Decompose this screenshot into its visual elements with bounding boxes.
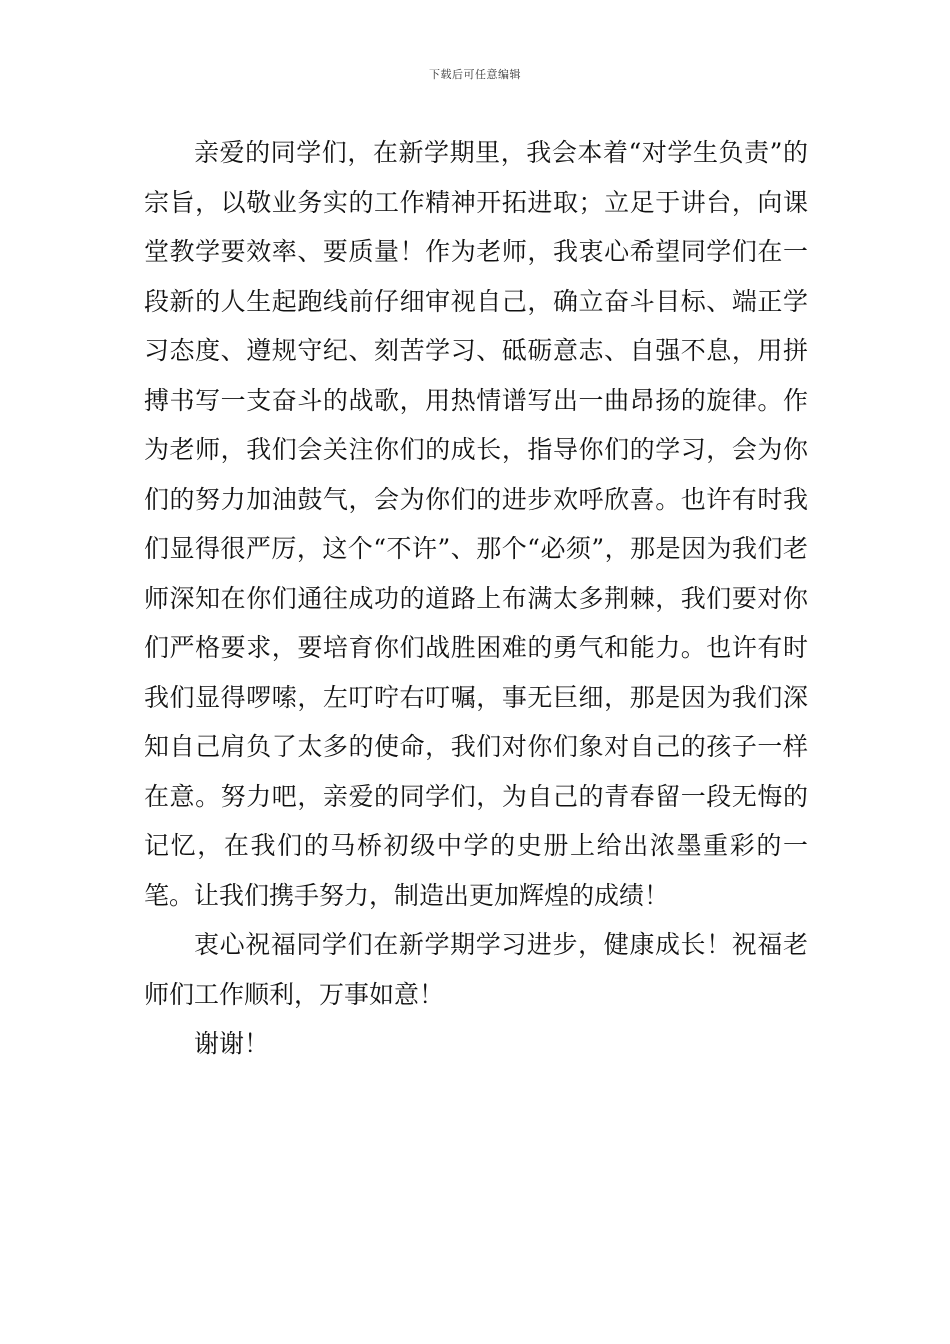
page-header: 下载后可任意编辑 <box>429 68 521 81</box>
closing-wishes-paragraph: 衷心祝福同学们在新学期学习进步，健康成长！祝福老师们工作顺利，万事如意！ <box>144 930 808 1009</box>
body-paragraph: 亲爱的同学们，在新学期里，我会本着“对学生负责”的宗旨，以敬业务实的工作精神开拓进取；立足于讲台，向课堂教学要效率、要质量！作为老师，我衷心希望同学们在一段新的人生起跑线前仔细审视自己，确立奋斗目标、端正学习态度、遵规守纪、刻苦学习、砥砺意志、自强不息，用拼搏书写一支奋斗的战歌，用热情谱写出一曲昂扬的旋律。作为老师，我们会关注你们的成长，指导你们的学习，会为你们的努力加油鼓气，会为你们的进步欢呼欣喜。也许有时我们显得很严厉，这个“不许”、那个“必须”，那是因为我们老师深知在你们通往成功的道路上布满太多荆棘，我们要对你们严格要求，要培育你们战胜困难的勇气和能力。也许有时我们显得啰嗦，左叮咛右叮嘱，事无巨细，那是因为我们深知自己肩负了太多的使命，我们对你们象对自己的孩子一样在意。努力吧，亲爱的同学们，为自己的青春留一段无悔的记忆，在我们的马桥初级中学的史册上给出浓墨重彩的一笔。让我们携手努力，制造出更加辉煌的成绩！ <box>144 138 808 910</box>
thanks-paragraph: 谢谢！ <box>194 1029 270 1058</box>
document-body <box>144 128 808 1069</box>
